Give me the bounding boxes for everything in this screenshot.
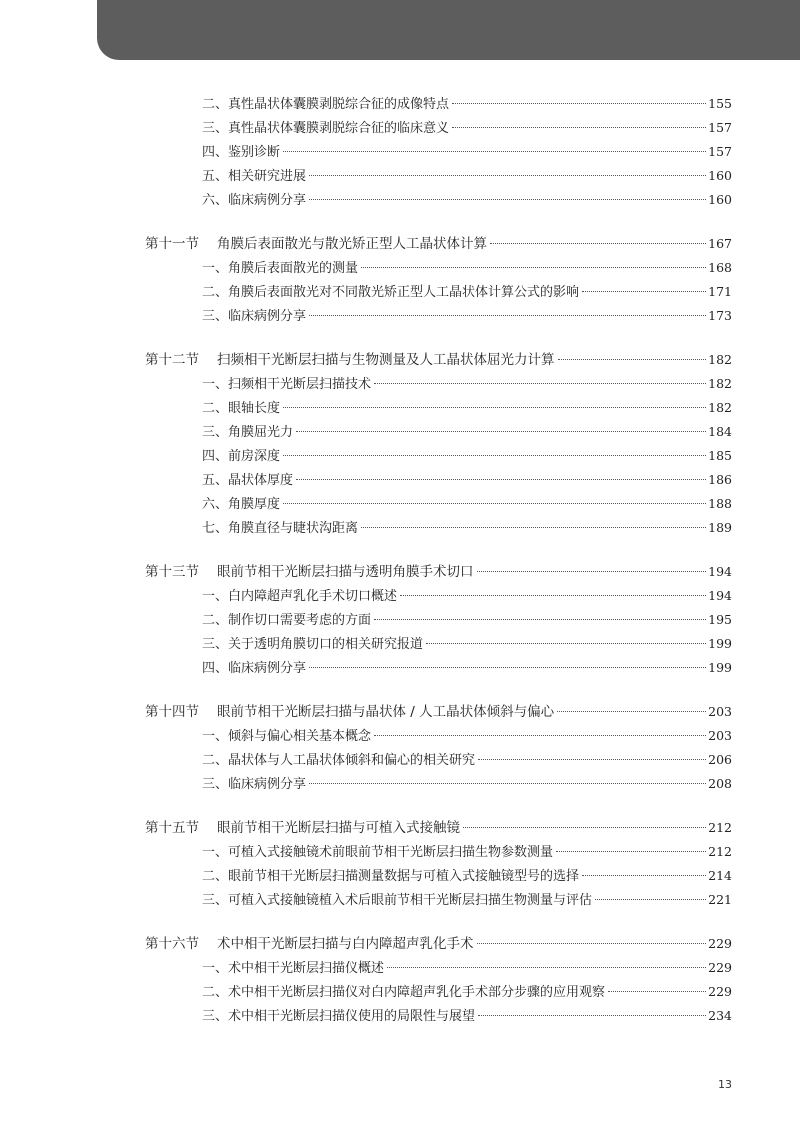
toc-item[interactable] <box>145 516 732 540</box>
dot-leader <box>557 711 706 712</box>
toc-section[interactable] <box>145 932 732 956</box>
table-of-contents <box>145 92 732 1028</box>
dot-leader <box>283 407 706 408</box>
item-page: 157 <box>708 120 732 135</box>
toc-item[interactable] <box>145 304 732 328</box>
dot-leader <box>477 571 707 572</box>
toc-item[interactable] <box>145 864 732 888</box>
item-title: 一、扫频相干光断层扫描技术 <box>202 377 372 392</box>
dot-leader <box>283 503 706 504</box>
dot-leader <box>556 851 706 852</box>
item-title: 四、前房深度 <box>202 449 281 464</box>
dot-leader <box>490 243 706 244</box>
toc-item[interactable] <box>145 140 732 164</box>
item-title: 三、真性晶状体囊膜剥脱综合征的临床意义 <box>202 121 450 136</box>
item-title: 三、可植入式接触镜植入术后眼前节相干光断层扫描生物测量与评估 <box>202 893 593 908</box>
toc-item[interactable] <box>145 280 732 304</box>
item-page: 185 <box>708 448 732 463</box>
dot-leader <box>309 667 706 668</box>
dot-leader <box>374 619 706 620</box>
toc-item[interactable] <box>145 888 732 912</box>
item-page: 234 <box>708 1008 732 1023</box>
dot-leader <box>309 783 706 784</box>
section-page: 212 <box>708 820 732 835</box>
dot-leader <box>595 899 706 900</box>
item-title: 一、白内障超声乳化手术切口概述 <box>202 589 398 604</box>
section-number: 第十三节 <box>145 564 199 580</box>
item-page: 214 <box>708 868 732 883</box>
item-title: 四、鉴别诊断 <box>202 145 281 160</box>
item-title: 二、眼前节相干光断层扫描测量数据与可植入式接触镜型号的选择 <box>202 869 580 884</box>
toc-item[interactable] <box>145 256 732 280</box>
toc-item[interactable] <box>145 1004 732 1028</box>
item-page: 160 <box>708 168 732 183</box>
toc-item[interactable] <box>145 748 732 772</box>
dot-leader <box>309 175 706 176</box>
dot-leader <box>426 643 706 644</box>
page-number: 13 <box>718 1078 732 1091</box>
toc-item[interactable] <box>145 468 732 492</box>
item-title: 三、术中相干光断层扫描仪使用的局限性与展望 <box>202 1009 476 1024</box>
section-number: 第十一节 <box>145 236 199 252</box>
toc-item[interactable] <box>145 396 732 420</box>
dot-leader <box>361 267 706 268</box>
dot-leader <box>361 527 706 528</box>
item-title: 二、角膜后表面散光对不同散光矫正型人工晶状体计算公式的影响 <box>202 285 580 300</box>
item-page: 212 <box>708 844 732 859</box>
toc-item[interactable] <box>145 444 732 468</box>
item-title: 五、晶状体厚度 <box>202 473 294 488</box>
header-band <box>97 0 800 60</box>
toc-item[interactable] <box>145 724 732 748</box>
dot-leader <box>582 291 706 292</box>
item-title: 三、临床病例分享 <box>202 309 307 324</box>
toc-item[interactable] <box>145 980 732 1004</box>
toc-section[interactable] <box>145 560 732 584</box>
toc-item[interactable] <box>145 188 732 212</box>
toc-item[interactable] <box>145 608 732 632</box>
item-page: 188 <box>708 496 732 511</box>
toc-item[interactable] <box>145 656 732 680</box>
item-page: 203 <box>708 728 732 743</box>
item-page: 171 <box>708 284 732 299</box>
toc-section[interactable] <box>145 700 732 724</box>
item-title: 一、术中相干光断层扫描仪概述 <box>202 961 385 976</box>
item-page: 199 <box>708 660 732 675</box>
section-title: 角膜后表面散光与散光矫正型人工晶状体计算 <box>217 236 487 252</box>
item-page: 195 <box>708 612 732 627</box>
item-title: 五、相关研究进展 <box>202 169 307 184</box>
dot-leader <box>400 595 706 596</box>
item-title: 六、临床病例分享 <box>202 193 307 208</box>
section-page: 203 <box>708 704 732 719</box>
dot-leader <box>452 127 706 128</box>
section-page: 229 <box>708 936 732 951</box>
dot-leader <box>452 103 706 104</box>
dot-leader <box>558 359 707 360</box>
toc-section[interactable] <box>145 232 732 256</box>
item-page: 199 <box>708 636 732 651</box>
item-page: 184 <box>708 424 732 439</box>
toc-section[interactable] <box>145 816 732 840</box>
item-page: 173 <box>708 308 732 323</box>
dot-leader <box>309 199 706 200</box>
item-page: 221 <box>708 892 732 907</box>
item-page: 168 <box>708 260 732 275</box>
item-title: 二、眼轴长度 <box>202 401 281 416</box>
item-page: 182 <box>708 400 732 415</box>
toc-item[interactable] <box>145 840 732 864</box>
toc-item[interactable] <box>145 492 732 516</box>
dot-leader <box>478 759 706 760</box>
item-title: 二、术中相干光断层扫描仪对白内障超声乳化手术部分步骤的应用观察 <box>202 985 606 1000</box>
item-title: 二、晶状体与人工晶状体倾斜和偏心的相关研究 <box>202 753 476 768</box>
toc-item[interactable] <box>145 92 732 116</box>
toc-item[interactable] <box>145 584 732 608</box>
section-title: 扫频相干光断层扫描与生物测量及人工晶状体屈光力计算 <box>217 352 555 368</box>
item-page: 157 <box>708 144 732 159</box>
section-title: 眼前节相干光断层扫描与透明角膜手术切口 <box>217 564 474 580</box>
item-page: 229 <box>708 984 732 999</box>
item-title: 六、角膜厚度 <box>202 497 281 512</box>
section-number: 第十四节 <box>145 704 199 720</box>
dot-leader <box>582 875 706 876</box>
toc-item[interactable] <box>145 772 732 796</box>
item-page: 160 <box>708 192 732 207</box>
toc-item[interactable] <box>145 116 732 140</box>
item-page: 182 <box>708 376 732 391</box>
dot-leader <box>283 455 706 456</box>
toc-item[interactable] <box>145 164 732 188</box>
toc-section[interactable] <box>145 348 732 372</box>
item-title: 一、角膜后表面散光的测量 <box>202 261 359 276</box>
dot-leader <box>296 431 706 432</box>
item-page: 186 <box>708 472 732 487</box>
section-page: 182 <box>708 352 732 367</box>
dot-leader <box>478 1015 706 1016</box>
item-title: 三、临床病例分享 <box>202 777 307 792</box>
item-title: 三、角膜屈光力 <box>202 425 294 440</box>
item-title: 三、关于透明角膜切口的相关研究报道 <box>202 637 424 652</box>
dot-leader <box>374 735 706 736</box>
toc-item[interactable] <box>145 420 732 444</box>
section-page: 194 <box>708 564 732 579</box>
section-number: 第十五节 <box>145 820 199 836</box>
item-title: 七、角膜直径与睫状沟距离 <box>202 521 359 536</box>
item-page: 208 <box>708 776 732 791</box>
section-title: 眼前节相干光断层扫描与可植入式接触镜 <box>217 820 460 836</box>
item-title: 四、临床病例分享 <box>202 661 307 676</box>
dot-leader <box>309 315 706 316</box>
toc-item[interactable] <box>145 956 732 980</box>
dot-leader <box>283 151 706 152</box>
toc-item[interactable] <box>145 372 732 396</box>
section-title: 眼前节相干光断层扫描与晶状体 / 人工晶状体倾斜与偏心 <box>217 704 555 720</box>
item-page: 229 <box>708 960 732 975</box>
section-number: 第十六节 <box>145 936 199 952</box>
item-page: 155 <box>708 96 732 111</box>
dot-leader <box>608 991 706 992</box>
item-title: 二、真性晶状体囊膜剥脱综合征的成像特点 <box>202 97 450 112</box>
item-title: 二、制作切口需要考虑的方面 <box>202 613 372 628</box>
item-page: 189 <box>708 520 732 535</box>
dot-leader <box>463 827 706 828</box>
dot-leader <box>374 383 706 384</box>
item-title: 一、倾斜与偏心相关基本概念 <box>202 729 372 744</box>
item-page: 194 <box>708 588 732 603</box>
item-page: 206 <box>708 752 732 767</box>
dot-leader <box>477 943 707 944</box>
toc-item[interactable] <box>145 632 732 656</box>
section-title: 术中相干光断层扫描与白内障超声乳化手术 <box>217 936 474 952</box>
section-page: 167 <box>708 236 732 251</box>
section-number: 第十二节 <box>145 352 199 368</box>
dot-leader <box>387 967 706 968</box>
item-title: 一、可植入式接触镜术前眼前节相干光断层扫描生物参数测量 <box>202 845 554 860</box>
dot-leader <box>296 479 706 480</box>
